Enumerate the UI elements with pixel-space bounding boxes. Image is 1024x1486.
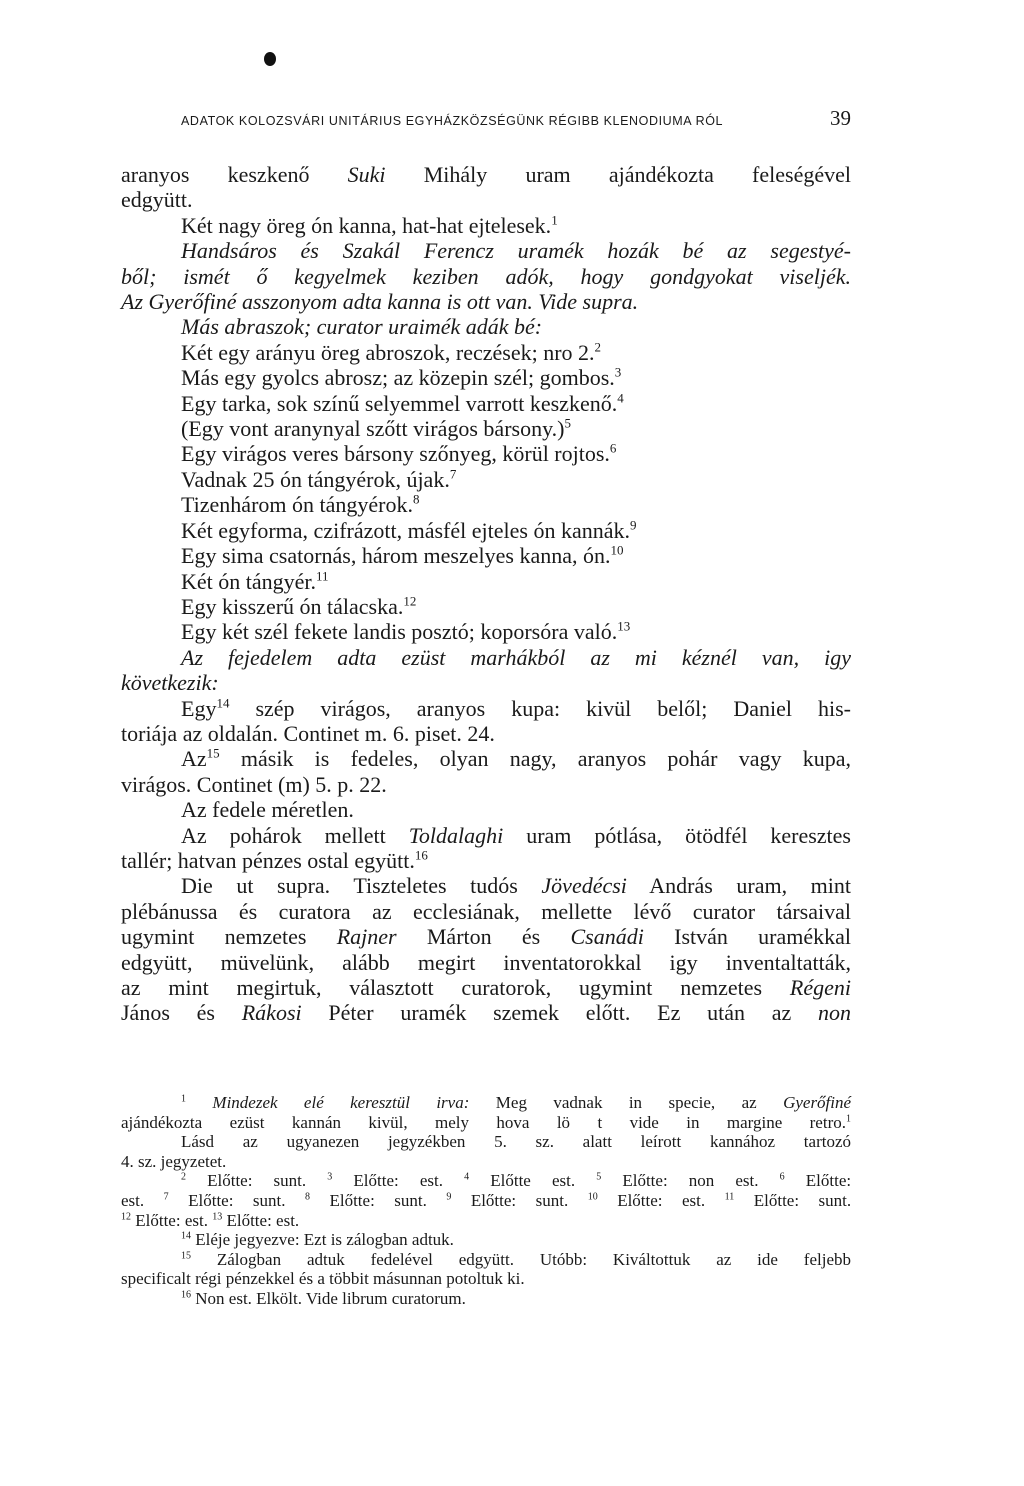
- inventory-item: Egy virágos veres bársony szőnyeg, körül rojtos.$^6$: [181, 441, 617, 467]
- text-line: János és Rákosi Péter uramék szemek előtt. Ez után az non: [121, 1000, 852, 1026]
- text-line: az mint megirtuk, választott curatorok, ugymint nemzetes Régeni: [121, 975, 852, 1000]
- text-line: Handsáros és Szakál Ferencz uramék hozák bé az segestyé-: [181, 238, 851, 264]
- text-line: edgyütt, müvelünk, alább megirt inventatorokkal igy inventaltatták,: [121, 949, 851, 975]
- text-line: Die ut supra. Tiszteletes tudós Jövedécsi András uram, mint: [181, 873, 851, 899]
- inventory-item: Egy kisszerű ón tálacska.$^{12}$: [181, 593, 417, 619]
- footnote: $^{14}$ Eléje jegyezve: Ezt is zálogban adtuk.: [181, 1230, 454, 1250]
- inventory-item: (Egy vont aranynyal szőtt virágos bársony.)$^5$: [181, 415, 571, 442]
- text-line: Két nagy öreg ón kanna, hat-hat ejtelesek.$^1$: [181, 212, 558, 238]
- text-line: Az fejedelem adta ezüst marhákból az mi kéznél van, igy: [181, 644, 851, 670]
- footnote-line: specificalt régi pénzekkel és a többit másunnan potoltuk ki.: [121, 1269, 525, 1289]
- footnote-line: ajándékozta ezüst kannán kivül, mely hova lö t vide in margine retro.$^1$: [121, 1112, 851, 1132]
- inventory-item: Más egy gyolcs abrosz; az közepin szél; gombos.$^3$: [181, 364, 622, 391]
- text-line: következik:: [121, 670, 219, 696]
- footnote: $^{16}$ Non est. Elkölt. Vide librum curatorum.: [181, 1288, 466, 1308]
- text-line: edgyütt.: [121, 187, 193, 213]
- ink-speck: [264, 52, 276, 66]
- text-line: Az Gyerőfiné asszonyom adta kanna is ott van. Vide supra.: [121, 289, 639, 315]
- text-line: Más abraszok; curator uraimék adák bé:: [181, 314, 543, 340]
- inventory-item: Két ón tángyér.$^{11}$: [181, 568, 329, 594]
- text-line: aranyos keszkenő Suki Mihály uram ajándékozta feleségével: [121, 162, 851, 187]
- footnote: est. $^7$ Előtte: sunt. $^8$ Előtte: sunt. $^9$ Előtte: sunt. $^{10}$ Előtte: est. $^{11}$ Előtte: sunt.: [121, 1190, 852, 1210]
- text-line: Egy$^{14}$ szép virágos, aranyos kupa: kivül belől; Daniel his-: [181, 695, 852, 721]
- text-line: toriája az oldalán. Continet m. 6. piset. 24.: [121, 720, 495, 746]
- inventory-item: Egy tarka, sok színű selyemmel varrott keszkenő.$^4$: [181, 390, 624, 416]
- inventory-item: Egy két szél fekete landis posztó; koporsóra való.$^{13}$: [181, 618, 631, 645]
- text-line: Az pohárok mellett Toldalaghi uram pótlása, ötödfél keresztes: [181, 822, 851, 848]
- running-header: [181, 106, 851, 131]
- footnote: $^1$ Mindezek elé keresztül irva: Meg vadnak in specie, az Gyerőfiné: [181, 1093, 852, 1112]
- page-number: 39: [830, 106, 851, 130]
- text-line: plébánussa és curatora az ecclesiának, mellette lévő curator társaival: [121, 898, 851, 924]
- inventory-item: Egy sima csatornás, három meszelyes kanna, ón.$^{10}$: [181, 542, 624, 569]
- footnote: $^{15}$ Zálogban adtuk fedelével edgyütt. Utóbb: Kiváltottuk az ide feljebb: [181, 1249, 852, 1269]
- text-line: ugymint nemzetes Rajner Márton és Csanádi István uramékkal: [121, 924, 851, 950]
- main-text: [121, 162, 851, 1026]
- text-line: Az$^{15}$ másik is fedeles, olyan nagy, aranyos pohár vagy kupa,: [181, 746, 851, 772]
- footnote: $^2$ Előtte: sunt. $^3$ Előtte: est. $^4$ Előtte est. $^5$ Előtte: non est. $^6$ Előtte:: [181, 1171, 852, 1191]
- footnote-line: Lásd az ugyanezen jegyzékben 5. sz. alatt leírott kannához tartozó: [181, 1132, 851, 1152]
- inventory-item: Tizenhárom ón tángyérok.$^8$: [181, 491, 420, 518]
- inventory-item: Két egyforma, czifrázott, másfél ejteles ón kannák.$^9$: [181, 517, 637, 543]
- text-line: virágos. Continet (m) 5. p. 22.: [121, 771, 387, 797]
- footnote-line: 4. sz. jegyzetet.: [121, 1151, 227, 1171]
- inventory-item: Két egy arányu öreg abroszok, reczések; nro 2.$^2$: [181, 339, 602, 365]
- inventory-item: Vadnak 25 ón tángyérok, újak.$^7$: [181, 466, 457, 492]
- text-line: tallér; hatvan pénzes ostal együtt.$^{16}$: [121, 847, 428, 873]
- running-title: ADATOK KOLOZSVÁRI UNITÁRIUS EGYHÁZKÖZSÉGÜNK RÉGIBB KLENODIUMA RÓL: [181, 114, 724, 128]
- footnote: $^{12}$ Előtte: est. $^{13}$ Előtte: est.: [121, 1210, 300, 1230]
- text-line: Az fedele méretlen.: [181, 797, 354, 823]
- text-line: ből; ismét ő kegyelmek keziben adók, hogy gondgyokat viseljék.: [121, 263, 851, 289]
- footnotes: [121, 1093, 851, 1309]
